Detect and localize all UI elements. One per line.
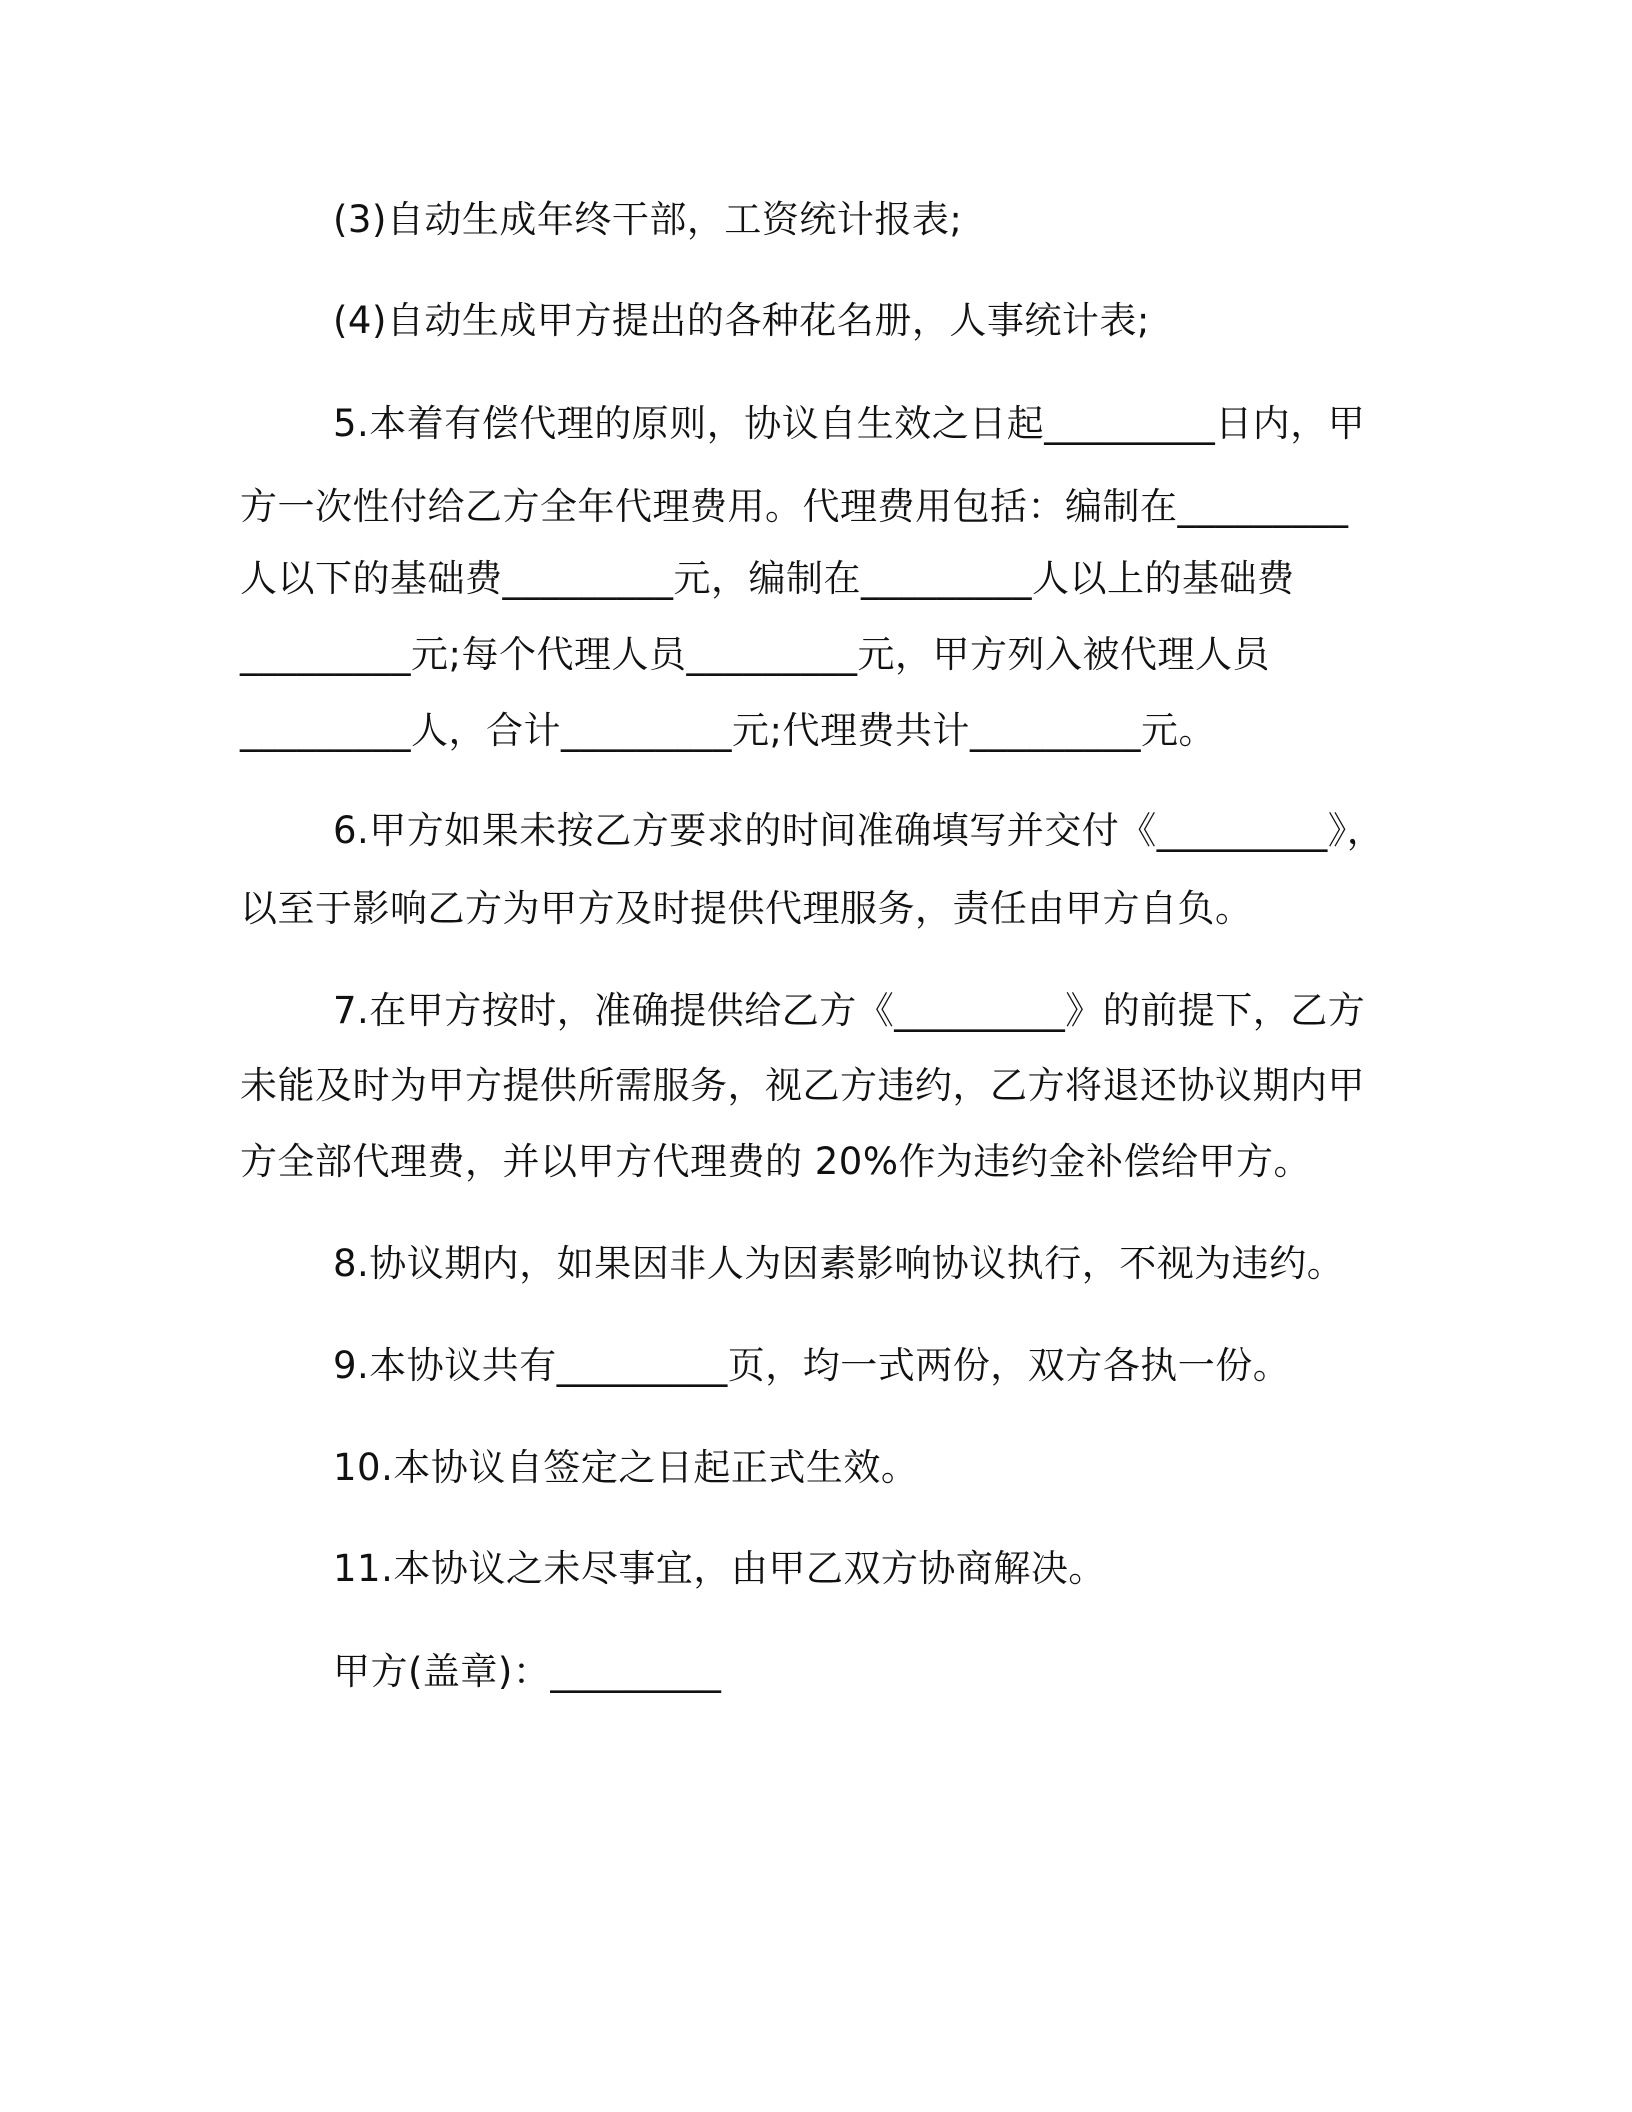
clause-5-line-1: 5.本着有偿代理的原则，协议自生效之日起_________日内，甲: [333, 402, 1366, 445]
clause-7-line-2: 未能及时为甲方提供所需服务，视乙方违约，乙方将退还协议期内甲: [240, 1064, 1365, 1107]
clause-5-line-5: _________人，合计_________元;代理费共计_________元。: [240, 709, 1216, 752]
clause-8-line: 8.协议期内，如果因非人为因素影响协议执行，不视为违约。: [333, 1242, 1345, 1285]
clause-7-line-3: 方全部代理费，并以甲方代理费的 20%作为违约金补偿给甲方。: [240, 1140, 1311, 1183]
clause-5-line-2: 方一次性付给乙方全年代理费用。代理费用包括：编制在_________: [240, 485, 1349, 528]
clause-11-line: 11.本协议之未尽事宜，由甲乙双方协商解决。: [333, 1547, 1106, 1590]
clause-6-line-2: 以至于影响乙方为甲方及时提供代理服务，责任由甲方自负。: [240, 887, 1253, 930]
clause-5-line-4: _________元;每个代理人员_________元，甲方列入被代理人员: [240, 633, 1270, 676]
clause-5-line-3: 人以下的基础费_________元，编制在_________人以上的基础费: [240, 557, 1295, 600]
clause-9-line: 9.本协议共有_________页，均一式两份，双方各执一份。: [333, 1344, 1291, 1387]
party-a-seal-line: 甲方(盖章)：_________: [333, 1650, 722, 1693]
clause-6-line-1: 6.甲方如果未按乙方要求的时间准确填写并交付《_________》，: [333, 809, 1385, 852]
clause-7-line-1: 7.在甲方按时，准确提供给乙方《_________》的前提下，乙方: [333, 989, 1366, 1032]
clause-4-line: (4)自动生成甲方提出的各种花名册，人事统计表;: [333, 299, 1150, 342]
clause-10-line: 10.本协议自签定之日起正式生效。: [333, 1446, 919, 1489]
clause-3-line: (3)自动生成年终干部，工资统计报表;: [333, 198, 963, 241]
